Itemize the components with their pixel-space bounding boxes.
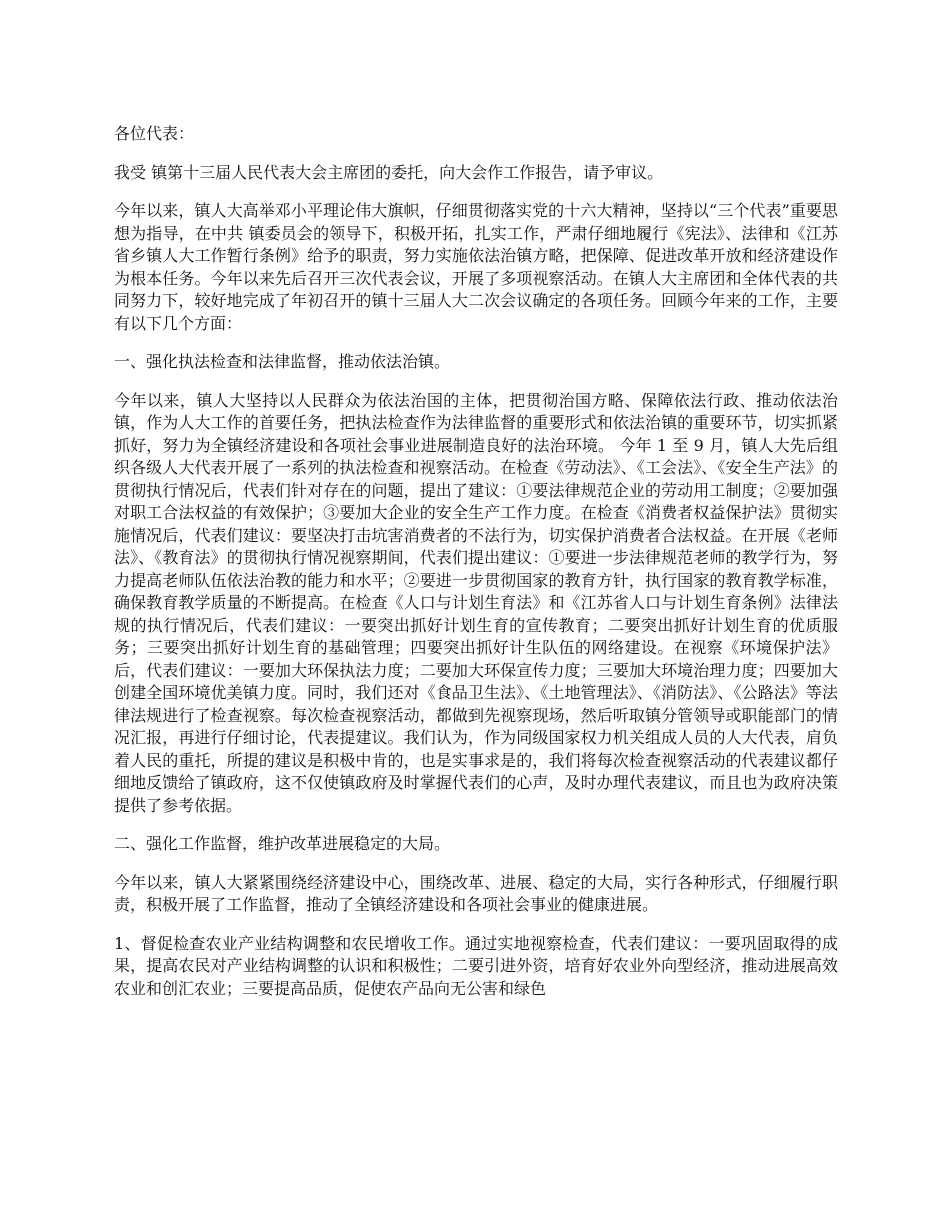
- intro-paragraph: 我受 镇第十三届人民代表大会主席团的委托，向大会作工作报告，请予审议。: [114, 162, 664, 182]
- section-heading: 二、强化工作监督，维护改革进展稳定的大局。: [114, 834, 451, 853]
- body-paragraph: 今年以来，镇人大紧紧围绕经济建设中心，围绕改革、进展、稳定的大局，实行各种形式，仔细履行职责，积极开展了工作监督，推动了全镇经济建设和各项社会事业的健康进展。: [114, 872, 838, 914]
- salutation: 各位代表：: [114, 124, 195, 143]
- report-document: [114, 123, 838, 1016]
- body-paragraph: 今年以来，镇人大高举邓小平理论伟大旗帜，仔细贯彻落实党的十六大精神，坚持以“三个代表”重要思想为指导，在中共 镇委员会的领导下，积极开拓，扎实工作，严肃仔细地履行《宪法》、法律和《江苏省乡镇人大工作暂行条例》给予的职责，努力实施依法治镇方略，把保障、促进改革开放和经济建设作为根本任务。今年以来先后召开三次代表会议，开展了多项视察活动。在镇人大主席团和全体代表的共同努力下，较好地完成了年初召开的镇十三届人大二次会议确定的各项任务。回顾今年来的工作，主要有以下几个方面：: [114, 201, 838, 333]
- body-paragraph: 今年以来，镇人大坚持以人民群众为依法治国的主体，把贯彻治国方略、保障依法行政、推动依法治镇，作为人大工作的首要任务，把执法检查作为法律监督的重要形式和依法治镇的重要环节，切实抓紧抓好，努力为全镇经济建设和各项社会事业进展制造良好的法治环境。 今年 1 至 9 月，镇人大先后组织各级人大代表开展了一系列的执法检查和视察活动。在检查《劳动法》、《工会法》、《安全生产法》的贯彻执行情况后，代表们针对存在的问题，提出了建议：①要法律规范企业的劳动用工制度；②要加强对职工合法权益的有效保护；③要加大企业的安全生产工作力度。在检查《消费者权益保护法》贯彻实施情况后，代表们建议：要坚决打击坑害消费者的不法行为，切实保护消费者合法权益。在开展《老师法》、《教育法》的贯彻执行情况视察期间，代表们提出建议：①要进一步法律规范老师的教学行为，努力提高老师队伍依法治教的能力和水平；②要进一步贯彻国家的教育方针，执行国家的教育教学标准，确保教育教学质量的不断提高。在检查《人口与计划生育法》和《江苏省人口与计划生育条例》法律法规的执行情况后，代表们建议：一要突出抓好计划生育的宣传教育；二要突出抓好计划生育的优质服务；三要突出抓好计划生育的基础管理；四要突出抓好计生队伍的网络建设。在视察《环境保护法》后，代表们建议：一要加大环保执法力度；二要加大环保宣传力度；三要加大环境治理力度；四要加大创建全国环境优美镇力度。同时，我们还对《食品卫生法》、《土地管理法》、《消防法》、《公路法》等法律法规进行了检查视察。每次检查视察活动，都做到先视察现场，然后听取镇分管领导或职能部门的情况汇报，再进行仔细讨论，代表提建议。我们认为，作为同级国家权力机关组成人员的人大代表，肩负着人民的重托，所提的建议是积极中肯的，也是实事求是的，我们将每次检查视察活动的代表建议都仔细地反馈给了镇政府，这不仅使镇政府及时掌握代表们的心声，及时办理代表建议，而且也为政府决策提供了参考依据。: [114, 390, 838, 815]
- section-heading: 一、强化执法检查和法律监督，推动依法治镇。: [114, 352, 451, 371]
- body-paragraph: 1、督促检查农业产业结构调整和农民增收工作。通过实地视察检查，代表们建议：一要巩固取得的成果，提高农民对产业结构调整的认识和积极性；二要引进外资，培育好农业外向型经济，推动进展高效农业和创汇农业；三要提高品质，促使农产品向无公害和绿色: [114, 933, 838, 998]
